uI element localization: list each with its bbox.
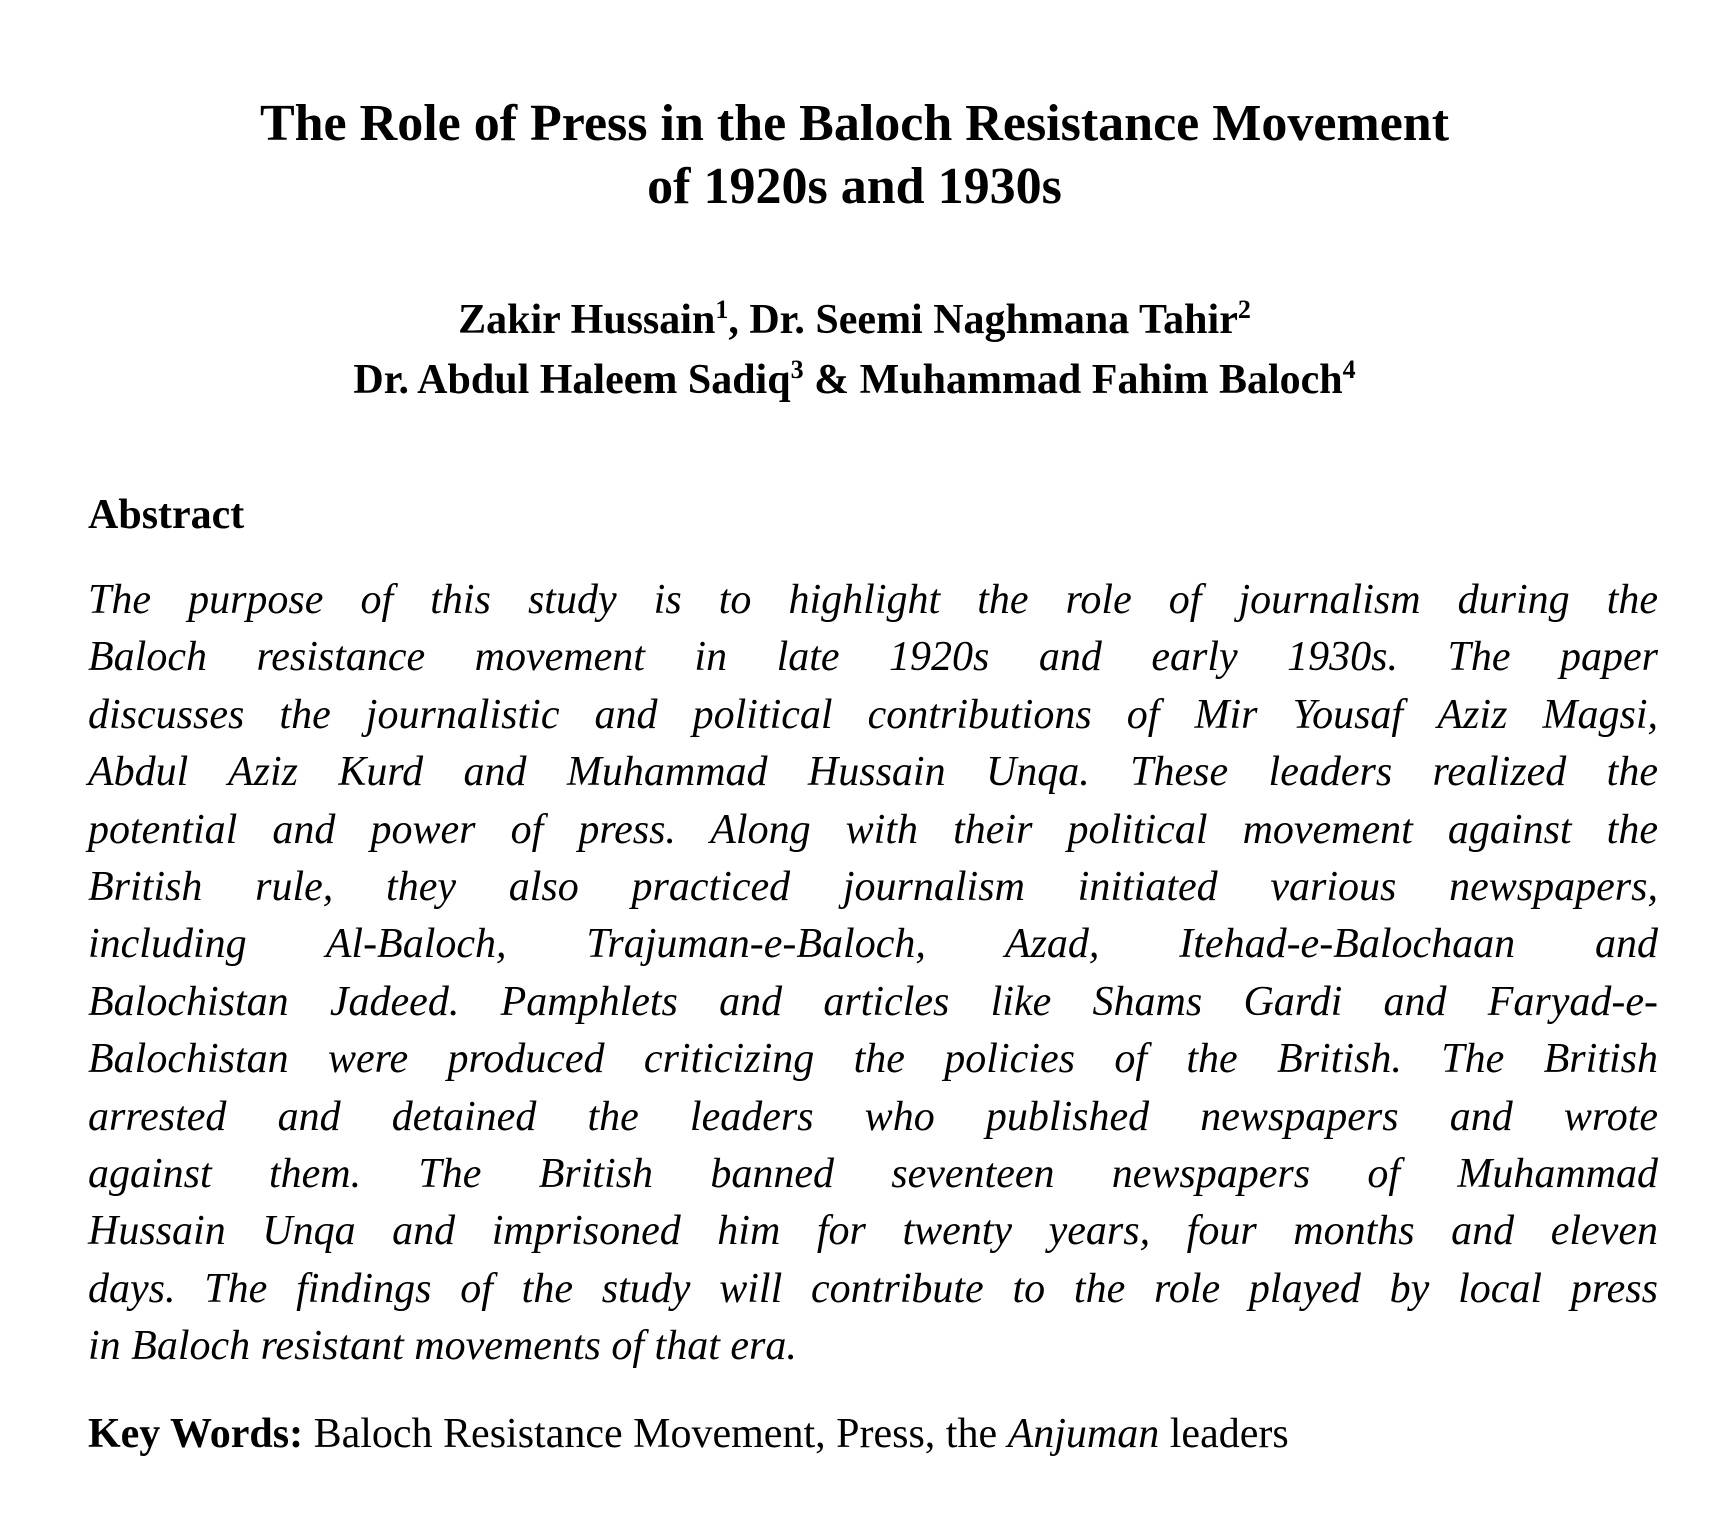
abstract-line: Abdul Aziz Kurd and Muhammad Hussain Unqa. These leaders realized the bbox=[88, 749, 1658, 796]
abstract-line: British rule, they also practiced journalism initiated various newspapers, bbox=[88, 864, 1658, 911]
abstract-heading: Abstract bbox=[88, 492, 245, 538]
abstract-body bbox=[88, 572, 1658, 1376]
author-separator: , bbox=[728, 297, 739, 343]
keywords bbox=[88, 1406, 1658, 1462]
abstract-line: against them. The British banned seventeen newspapers of Muhammad bbox=[88, 1151, 1658, 1198]
author-line-1 bbox=[0, 290, 1709, 350]
abstract-line: Balochistan were produced criticizing the policies of the British. The British bbox=[88, 1036, 1658, 1083]
author-separator: & bbox=[814, 357, 850, 403]
abstract-line: Baloch resistance movement in late 1920s and early 1930s. The paper bbox=[88, 634, 1658, 681]
affiliation-mark: 4 bbox=[1342, 355, 1356, 384]
author-list bbox=[0, 290, 1709, 410]
abstract-line: potential and power of press. Along with their political movement against the bbox=[88, 806, 1658, 853]
author-name: Zakir Hussain bbox=[458, 297, 716, 343]
keywords-text-end: leaders bbox=[1169, 1411, 1289, 1457]
abstract-line: discusses the journalistic and political contributions of Mir Yousaf Aziz Magsi, bbox=[88, 691, 1658, 738]
author-name: Muhammad Fahim Baloch bbox=[859, 357, 1343, 403]
abstract-line: The purpose of this study is to highlight the role of journalism during the bbox=[88, 577, 1658, 623]
author-line-2 bbox=[0, 350, 1709, 410]
author-name: Dr. Seemi Naghmana Tahir bbox=[749, 297, 1238, 343]
abstract-line: including Al-Baloch, Trajuman-e-Baloch, Azad, Itehad-e-Balochaan and bbox=[88, 921, 1658, 968]
paper-title-line-1: The Role of Press in the Baloch Resistance Movement bbox=[259, 95, 1450, 152]
abstract-line: arrested and detained the leaders who published newspapers and wrote bbox=[88, 1093, 1658, 1140]
abstract-line: days. The findings of the study will contribute to the role played by local press bbox=[88, 1265, 1658, 1312]
paper-title bbox=[0, 92, 1709, 218]
affiliation-mark: 2 bbox=[1237, 295, 1251, 324]
abstract-line: in Baloch resistant movements of that era. bbox=[88, 1323, 797, 1370]
keywords-label: Key Words: bbox=[88, 1411, 304, 1457]
keywords-text: Baloch Resistance Movement, Press, the bbox=[313, 1411, 998, 1457]
paper-title-line-2: of 1920s and 1930s bbox=[647, 158, 1062, 215]
affiliation-mark: 3 bbox=[790, 355, 804, 384]
author-name: Dr. Abdul Haleem Sadiq bbox=[353, 357, 791, 403]
abstract-line: Balochistan Jadeed. Pamphlets and articles like Shams Gardi and Faryad-e- bbox=[88, 978, 1658, 1025]
keywords-italic-term: Anjuman bbox=[1007, 1411, 1160, 1457]
affiliation-mark: 1 bbox=[715, 295, 729, 324]
abstract-line: Hussain Unqa and imprisoned him for twenty years, four months and eleven bbox=[88, 1208, 1658, 1255]
